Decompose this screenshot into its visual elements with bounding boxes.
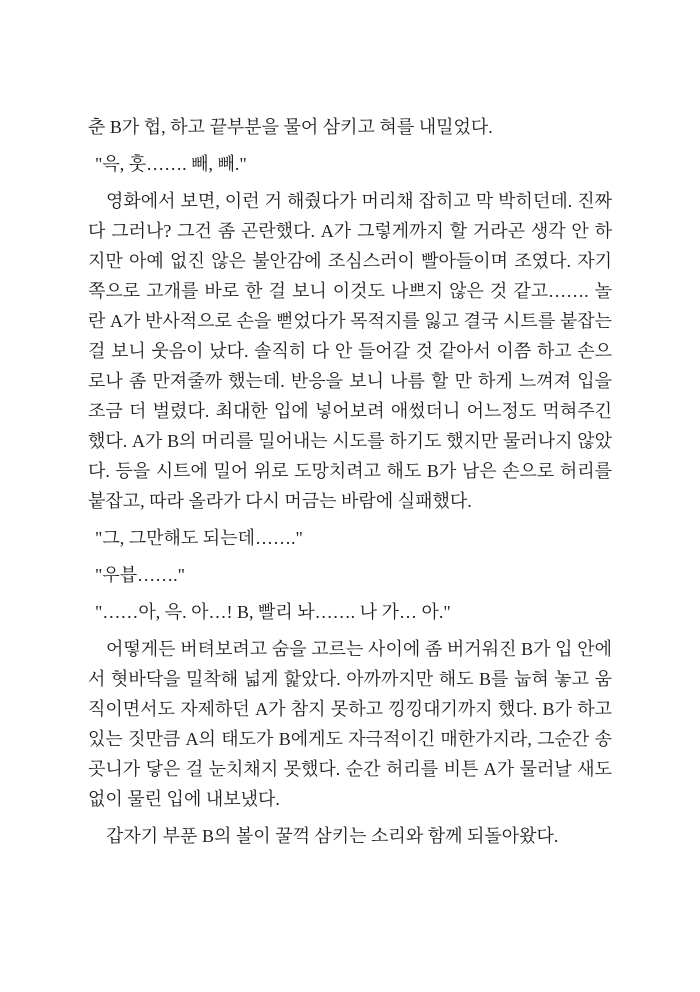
text-block <box>88 112 612 858</box>
dialogue-line: "……아, 윽. 아…! B, 빨리 놔……. 나 가… 아." <box>95 602 451 622</box>
paragraph: 영화에서 보면, 이런 거 해줬다가 머리채 잡히고 막 박히던데. 진짜 다 그러나? 그건 좀 곤란했다. A가 그렇게까지 할 거라곤 생각 안 하지만 아예 없진 않은 불안감에 조심스러이 빨아들이며 조였다. 자기 쪽으로 고개를 바로 한 걸 보니 이것도 나쁘지 않은 것 같고……. 놀란 A가 반사적으로 손을 뻗었다가 목적지를 잃고 결국 시트를 붙잡는 걸 보니 웃음이 났다. 솔직히 다 안 들어갈 것 같아서 이쯤 하고 손으로나 좀 만져줄까 했는데. 반응을 보니 나름 할 만 하게 느껴져 입을 조금 더 벌렸다. 최대한 입에 넣어보려 애썼더니 어느정도 먹혀주긴 했다. A가 B의 머리를 밀어내는 시도를 하기도 했지만 물러나지 않았다. 등을 시트에 밀어 위로 도망치려고 해도 B가 남은 손으로 허리를 붙잡고, 따라 올라가 다시 머금는 바람에 실패했다. <box>88 191 612 511</box>
paragraph: 갑자기 부푼 B의 볼이 꿀꺽 삼키는 소리와 함께 되돌아왔다. <box>106 826 559 846</box>
paragraph-continuation: 춘 B가 헙, 하고 끝부분을 물어 삼키고 혀를 내밀었다. <box>88 117 493 137</box>
paragraph: 어떻게든 버텨보려고 숨을 고르는 사이에 좀 버거워진 B가 입 안에서 혓바닥을 밀착해 넓게 핥았다. 아까까지만 해도 B를 눕혀 놓고 움직이면서도 자제하던 A가 참지 못하고 낑낑대기까지 했다. B가 하고 있는 짓만큼 A의 태도가 B에게도 자극적이긴 매한가지라, 그순간 송곳니가 닿은 걸 눈치채지 못했다. 순간 허리를 비튼 A가 물러날 새도 없이 물린 입에 내보냈다. <box>88 639 612 809</box>
dialogue-line: "윽, 훗……. 빼, 빼." <box>95 154 247 174</box>
dialogue-line: "그, 그만해도 되는데……." <box>95 528 303 548</box>
dialogue-line: "우븝……." <box>95 565 185 585</box>
